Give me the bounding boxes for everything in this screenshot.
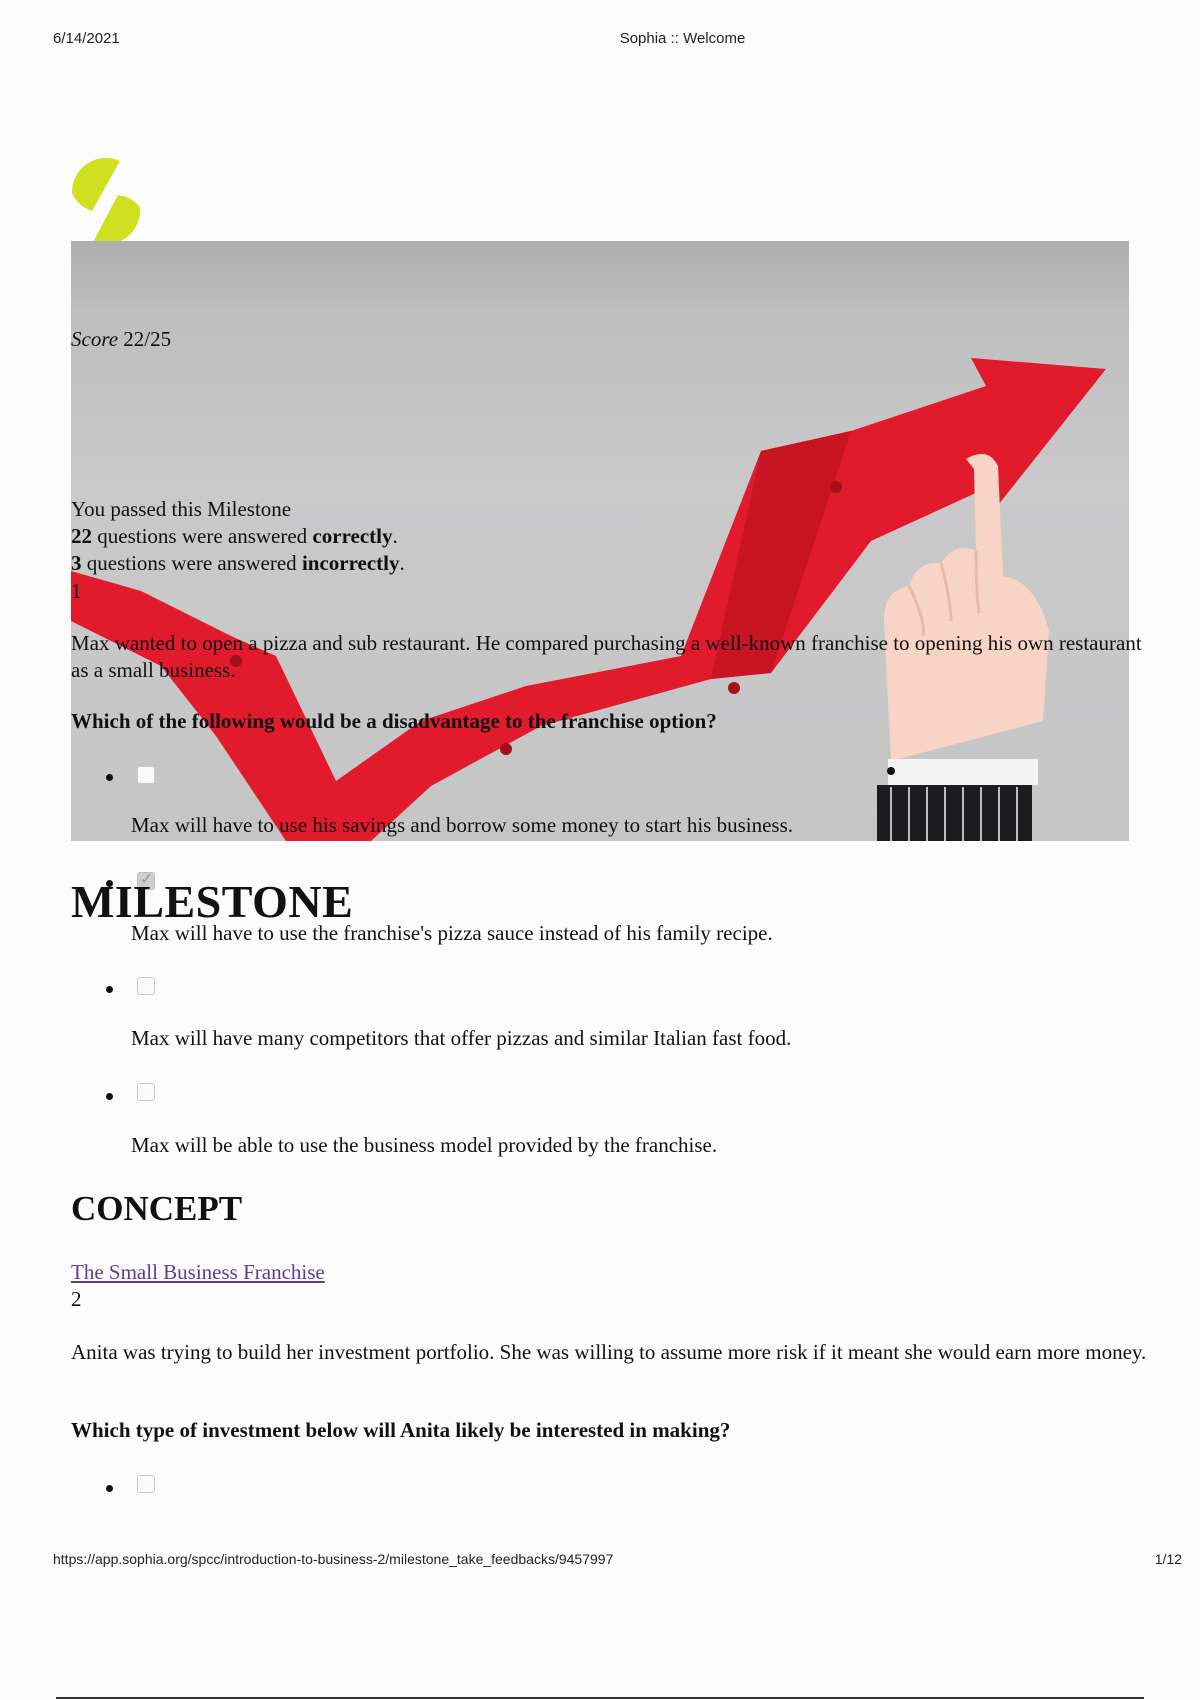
option-text: Max will be able to use the business model provided by the franchise.	[131, 1133, 718, 1157]
page-url: https://app.sophia.org/spcc/introduction-to-business-2/milestone_take_feedbacks/9457997	[53, 1551, 614, 1567]
passed-message: You passed this Milestone	[71, 497, 292, 521]
score-label: Score	[71, 327, 119, 351]
concept-heading: CONCEPT	[71, 1189, 243, 1228]
option-text: Max will have to use his savings and borrow some money to start his business.	[131, 813, 794, 837]
option-checkbox[interactable]	[137, 1083, 155, 1101]
question-prompt: Which of the following would be a disadvantage to the franchise option?	[71, 709, 717, 733]
question-prompt: Which type of investment below will Anita likely be interested in making?	[71, 1418, 731, 1442]
concept-link[interactable]: The Small Business Franchise	[71, 1260, 325, 1284]
incorrect-summary: 3 questions were answered incorrectly.	[71, 551, 405, 575]
question-number: 2	[71, 1287, 82, 1311]
option-checkbox[interactable]	[137, 1475, 155, 1493]
bullet	[106, 1093, 113, 1100]
score	[71, 326, 171, 353]
page-title: Sophia :: Welcome	[619, 30, 746, 47]
bullet	[106, 1485, 113, 1492]
option-text: Max will have to use the franchise's pizza sauce instead of his family recipe.	[131, 921, 773, 945]
milestone-heading: MILESTONE	[71, 876, 354, 927]
option-checkbox[interactable]	[137, 766, 155, 784]
bullet	[106, 986, 113, 993]
bullet	[106, 774, 113, 781]
result-summary	[71, 496, 405, 577]
question-number: 1	[71, 579, 82, 603]
question-text: Anita was trying to build her investment portfolio. She was willing to assume more risk if it meant she would earn more money.	[71, 1340, 1147, 1364]
option-checkbox[interactable]	[137, 977, 155, 995]
correct-summary: 22 questions were answered correctly.	[71, 524, 398, 548]
divider	[56, 1697, 1144, 1699]
option-text: Max will have many competitors that offer pizzas and similar Italian fast food.	[131, 1026, 792, 1050]
print-date: 6/14/2021	[53, 30, 120, 47]
question-text: Max wanted to open a pizza and sub restaurant. He compared purchasing a well-known franchise to opening his own restaurant as a small business.	[71, 631, 1142, 682]
page-number: 1/12	[1154, 1551, 1182, 1567]
score-value: 22/25	[123, 327, 172, 351]
sophia-logo-icon	[70, 155, 142, 245]
